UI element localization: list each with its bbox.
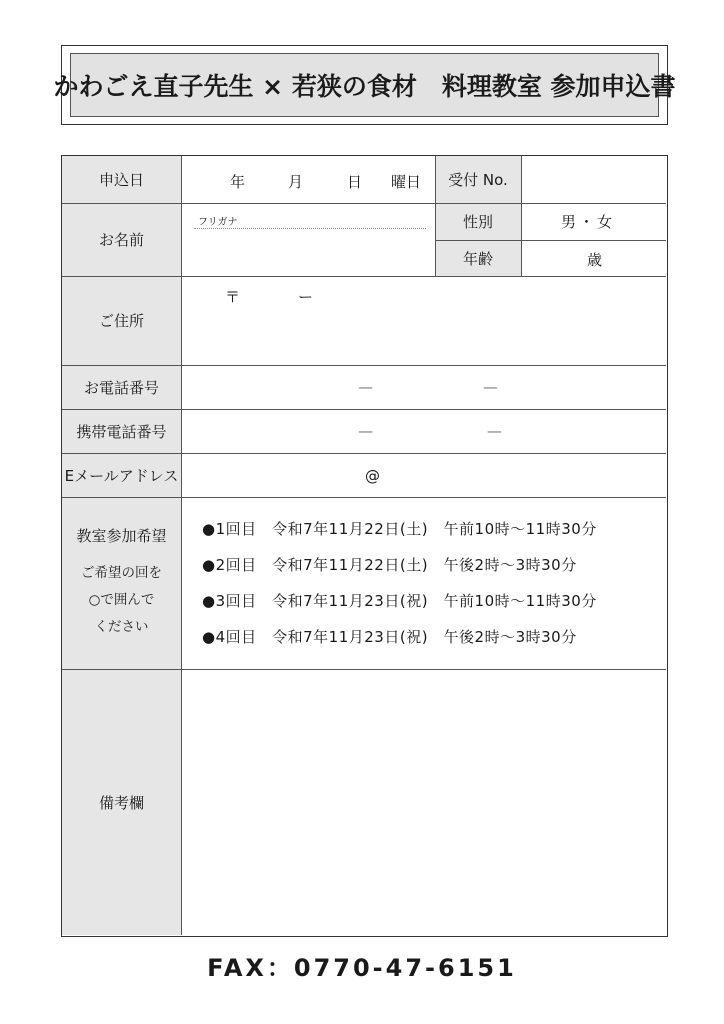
reception-no-field[interactable] [522,157,665,202]
phone-dash-2: — [483,378,498,396]
date-day-unit: 日 [347,173,363,191]
furigana-label: フリガナ [198,217,238,228]
postal-dash: ー [298,288,314,306]
label-phone: お電話番号 [62,365,181,409]
age-unit: 歳 [587,251,603,269]
phone-dash-1: — [358,378,373,396]
session-2[interactable]: ●2回目 令和7年11月22日(土) 午後2時〜3時30分 [202,556,577,574]
address-field[interactable] [182,306,665,364]
class-wish-note-3: ください [94,619,149,635]
form-title: かわごえ直子先生 × 若狭の食材 料理教室 参加申込書 [70,53,659,117]
postal-mark: 〒 [225,288,241,306]
class-wish-title: 教室参加希望 [76,527,167,545]
class-wish-note-1: ご希望の回を [81,565,162,581]
class-wish-note-2: ○で囲んで [88,592,155,608]
label-address: ご住所 [62,276,181,365]
label-class-wish [62,497,181,669]
label-remarks: 備考欄 [62,669,181,935]
label-email: Eメールアドレス [62,453,181,497]
email-at: @ [365,467,380,485]
remarks-field[interactable] [182,670,665,934]
label-age: 年齢 [435,240,521,276]
fax-number: FAX：0770-47-6151 [207,954,517,982]
session-3[interactable]: ●3回目 令和7年11月23日(祝) 午前10時〜11時30分 [202,592,597,610]
gender-options[interactable]: 男・女 [561,213,616,231]
title-box [53,45,676,125]
label-gender: 性別 [435,203,521,240]
label-mobile: 携帯電話番号 [62,409,181,453]
date-year-unit: 年 [230,173,246,191]
session-1[interactable]: ●1回目 令和7年11月22日(土) 午前10時〜11時30分 [202,520,597,538]
date-month-unit: 月 [288,173,304,191]
mobile-dash-2: — [487,422,502,440]
mobile-dash-1: — [358,422,373,440]
session-4[interactable]: ●4回目 令和7年11月23日(祝) 午後2時〜3時30分 [202,628,577,646]
label-reception-no: 受付 No. [435,156,521,203]
date-weekday-unit: 曜日 [391,173,422,191]
application-form [61,155,668,937]
name-field[interactable] [182,230,434,275]
label-application-date: 申込日 [62,156,181,203]
label-name: お名前 [62,203,181,276]
